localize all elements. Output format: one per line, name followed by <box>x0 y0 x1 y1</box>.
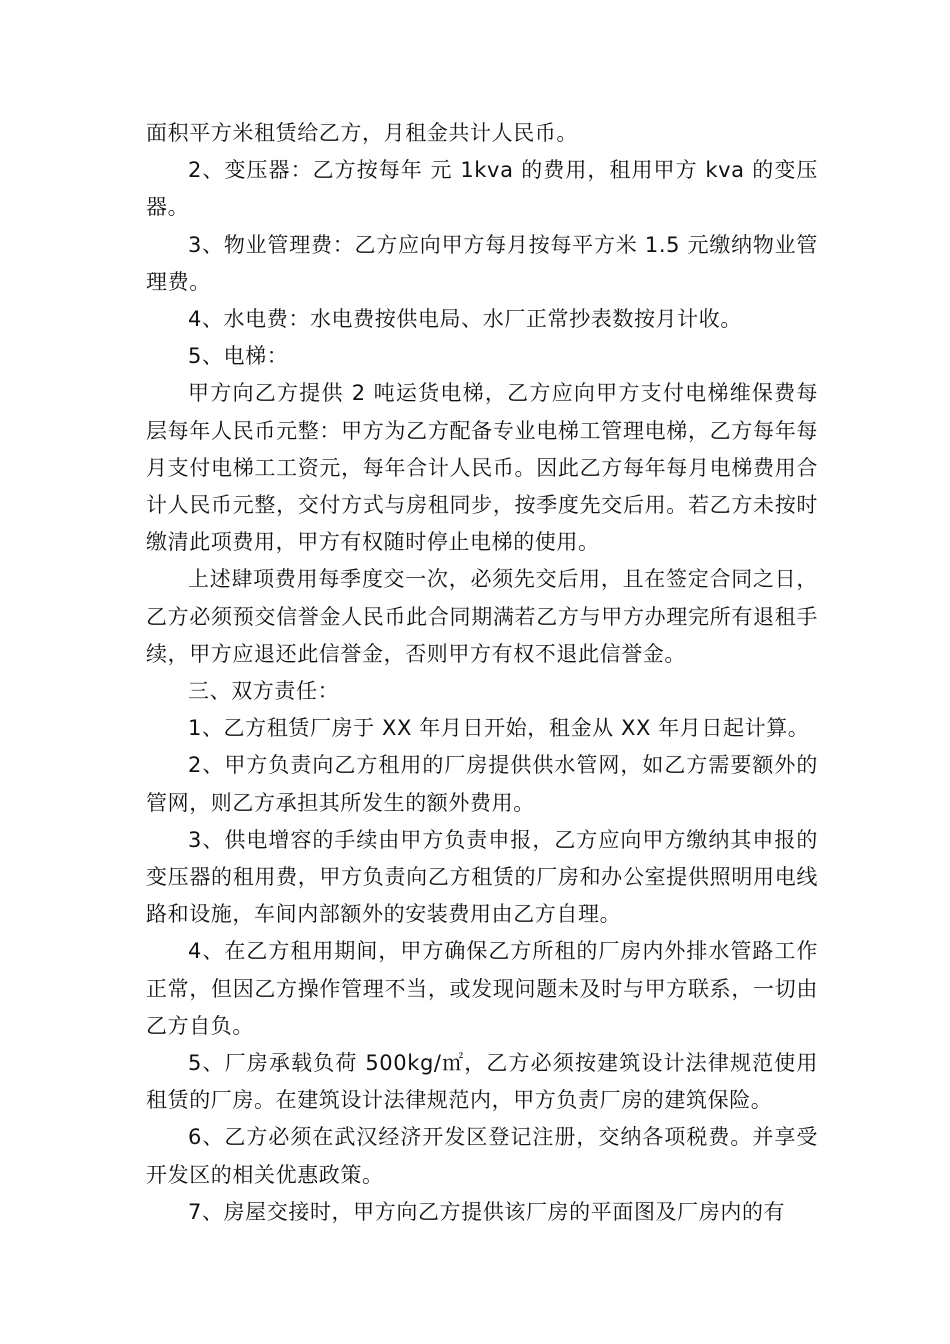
paragraph-water-supply: 2、甲方负责向乙方租用的厂房提供供水管网，如乙方需要额外的管网，则乙方承担其所发生的额外费用。 <box>146 753 818 815</box>
paragraph-utilities: 4、水电费：水电费按供电局、水厂正常抄表数按月计收。 <box>188 307 742 332</box>
paragraph-elevator-heading: 5、电梯： <box>188 344 289 369</box>
paragraph-elevator-detail: 甲方向乙方提供 2 吨运货电梯，乙方应向甲方支付电梯维保费每层每年人民币元整：甲方为乙方配备专业电梯工管理电梯，乙方每年每月支付电梯工工资元，每年合计人民币。因此乙方每年每月电梯费用合计人民币元整，交付方式与房租同步，按季度先交后用。若乙方未按时缴清此项费用，甲方有权随时停止电梯的使用。 <box>146 381 818 555</box>
paragraph-load-capacity: 5、厂房承载负荷 500kg/㎡，乙方必须按建筑设计法律规范使用租赁的厂房。在建筑设计法律规范内，甲方负责厂房的建筑保险。 <box>146 1051 818 1113</box>
paragraph-fee-deposit: 上述肆项费用每季度交一次，必须先交后用，且在签定合同之日，乙方必须预交信誉金人民币此合同期满若乙方与甲方办理完所有退租手续，甲方应退还此信誉金，否则甲方有权不退此信誉金。 <box>146 567 818 666</box>
section-heading-responsibilities: 三、双方责任： <box>188 679 340 704</box>
paragraph-rent-area: 面积平方米租赁给乙方，月租金共计人民币。 <box>146 121 578 145</box>
paragraph-power-capacity: 3、供电增容的手续由甲方负责申报，乙方应向甲方缴纳其申报的变压器的租用费，甲方负责向乙方租赁的厂房和办公室提供照明用电线路和设施，车间内部额外的安装费用由乙方自理。 <box>146 827 818 927</box>
paragraph-transformer: 2、变压器：乙方按每年 元 1kva 的费用，租用甲方 kva 的变压器。 <box>146 158 818 220</box>
paragraph-drainage: 4、在乙方租用期间，甲方确保乙方所租的厂房内外排水管路工作正常，但因乙方操作管理不当，或发现问题未及时与甲方联系，一切由乙方自负。 <box>146 939 818 1038</box>
paragraph-handover: 7、房屋交接时，甲方向乙方提供该厂房的平面图及厂房内的有 <box>188 1199 786 1224</box>
document-body <box>146 115 818 1231</box>
paragraph-registration: 6、乙方必须在武汉经济开发区登记注册，交纳各项税费。并享受开发区的相关优惠政策。 <box>146 1125 818 1187</box>
paragraph-lease-start: 1、乙方租赁厂房于 XX 年月日开始，租金从 XX 年月日起计算。 <box>188 716 810 741</box>
paragraph-property-fee: 3、物业管理费：乙方应向甲方每月按每平方米 1.5 元缴纳物业管理费。 <box>146 232 818 294</box>
